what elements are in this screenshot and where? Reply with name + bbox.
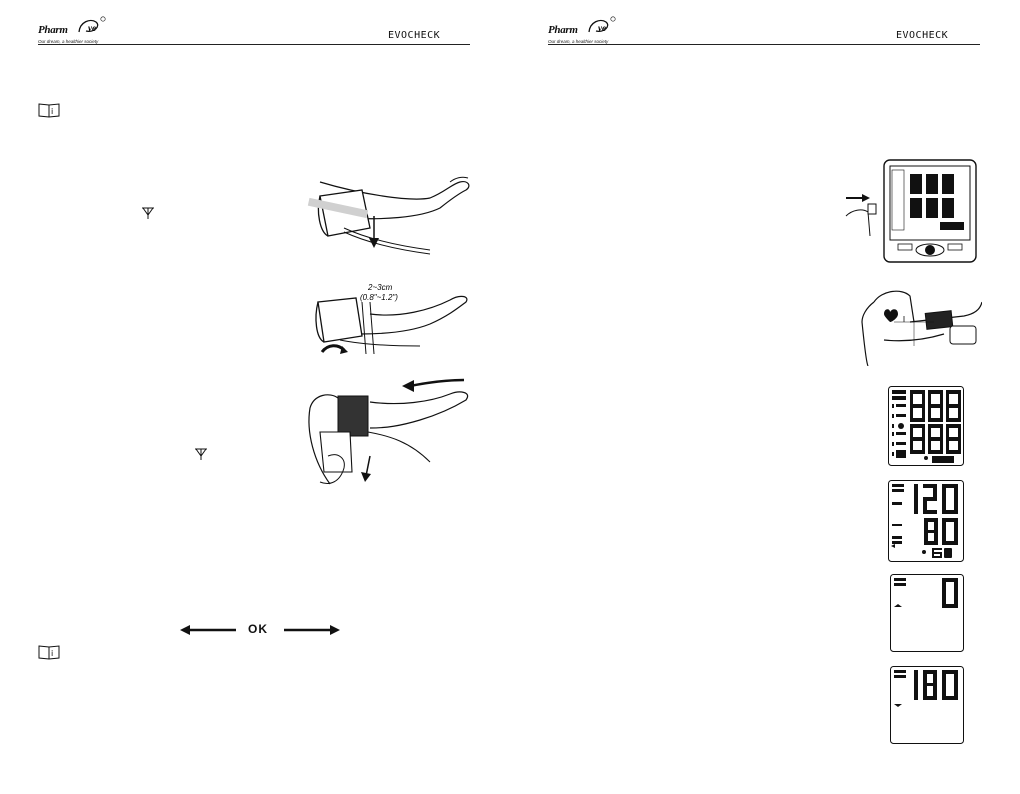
manual-note-icon-2 — [38, 644, 60, 660]
svg-text:ve: ve — [88, 23, 96, 33]
model-name-right: EVOCHECK — [896, 30, 949, 41]
logo-swirl-icon — [76, 16, 106, 38]
logo-brand-right: Pharm — [548, 24, 578, 36]
svg-text:i: i — [51, 649, 54, 658]
svg-text:i: i — [51, 107, 54, 116]
header-rule-right — [548, 44, 980, 45]
manual-note-icon — [38, 102, 60, 118]
artery-mark-icon — [141, 206, 155, 220]
svg-text:2~3cm: 2~3cm — [368, 283, 393, 292]
pharmeve-logo-right — [548, 16, 628, 46]
lcd-all-segments-display — [888, 386, 964, 466]
header-rule — [38, 44, 470, 45]
logo-swirl-icon-right — [586, 16, 616, 38]
lcd-inflation-display — [890, 666, 964, 744]
svg-text:(0.8"~1.2"): (0.8"~1.2") — [360, 293, 398, 302]
cuff-placement-illustration — [300, 172, 480, 260]
logo-brand: Pharm — [38, 24, 68, 36]
lcd-reading-display — [888, 480, 964, 562]
ok-arrow-right-icon — [284, 624, 340, 636]
ok-arrow-left-icon — [180, 624, 236, 636]
pharmeve-logo — [38, 16, 118, 46]
ok-label: OK — [248, 622, 268, 636]
measuring-posture-illustration — [854, 282, 982, 366]
right-page — [510, 0, 1020, 794]
cuff-wrapping-illustration — [290, 372, 480, 494]
logo-tagline-right: Our dream, a healthier society — [548, 39, 609, 44]
logo-tagline: Our dream, a healthier society — [38, 39, 99, 44]
cuff-gap-illustration — [300, 280, 480, 366]
model-name: EVOCHECK — [388, 30, 441, 41]
lcd-zero-display — [890, 574, 964, 652]
svg-text:ve: ve — [598, 23, 606, 33]
monitor-device-illustration — [840, 156, 980, 266]
artery-mark-icon-2 — [194, 447, 208, 461]
